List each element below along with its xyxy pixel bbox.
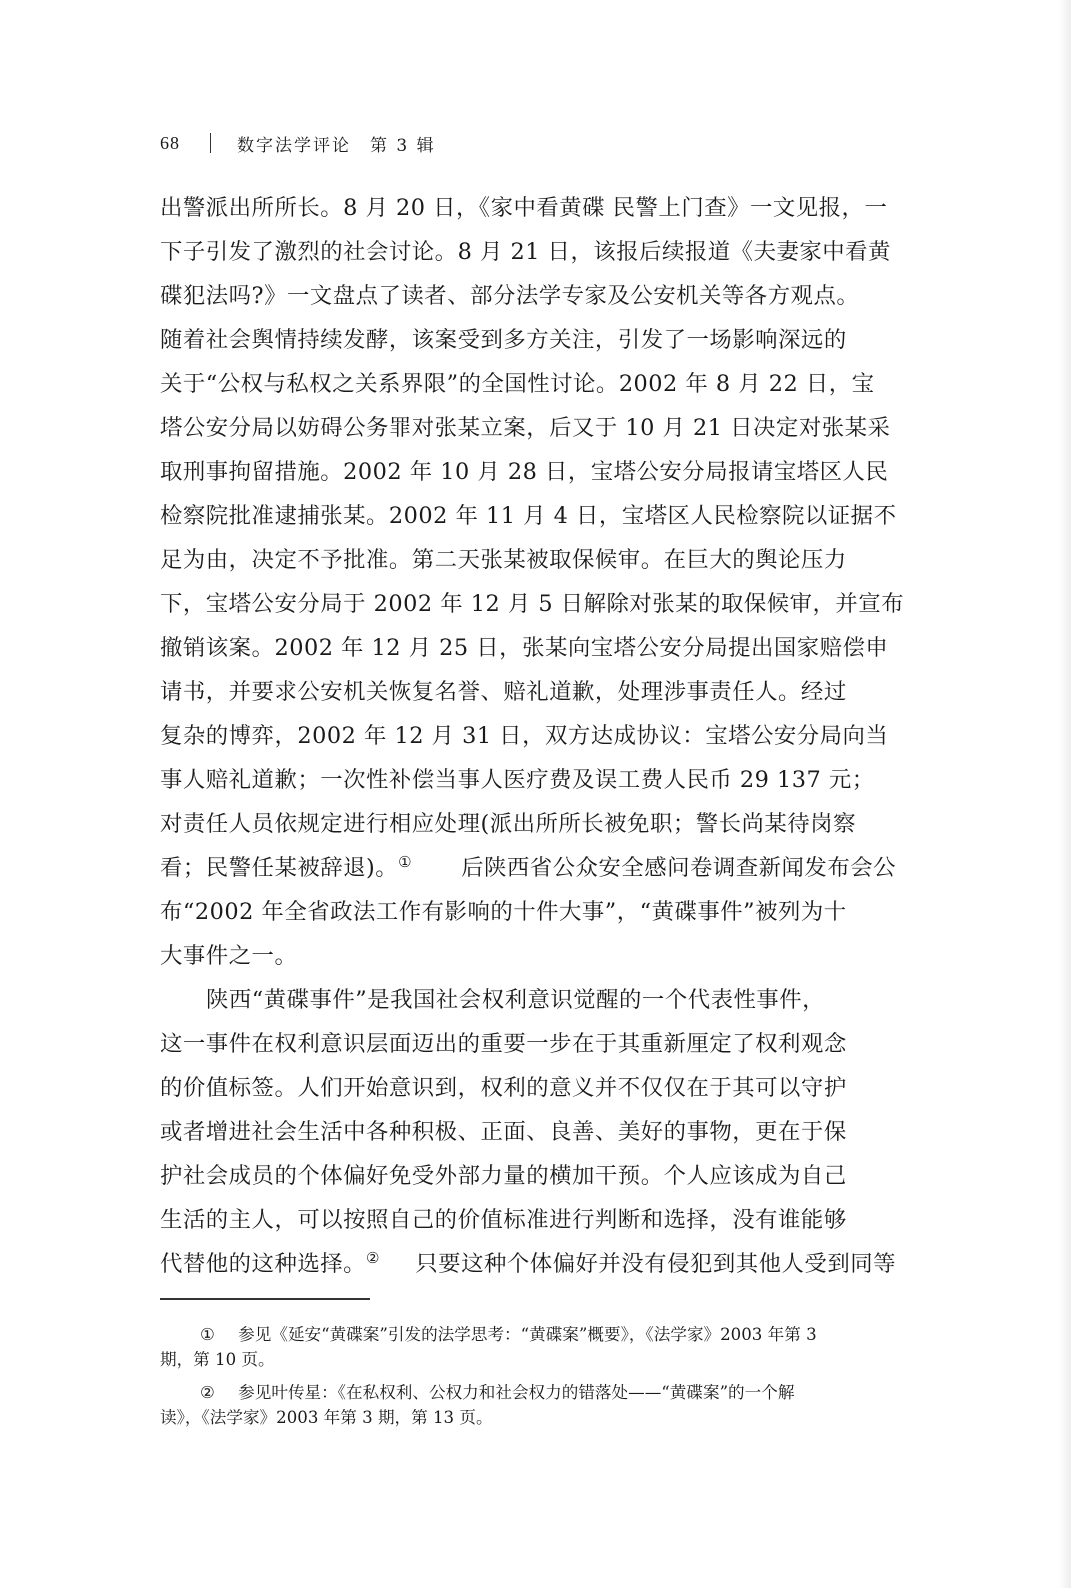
footnote-ref-2[interactable]: ② xyxy=(366,1249,380,1267)
footnote-text: 读》，《法学家》2003 年第 3 期，第 13 页。 xyxy=(160,1408,493,1427)
line-text: 或者增进社会生活中各种积极、正面、良善、美好的事物，更在于保 xyxy=(160,1119,847,1145)
line-text: 生活的主人，可以按照自己的价值标准进行判断和选择，没有谁能够 xyxy=(160,1207,847,1233)
body-line xyxy=(160,318,896,362)
line-text: 取刑事拘留措施。2002 年 10 月 28 日，宝塔公安分局报请宝塔区人民 xyxy=(160,459,889,485)
line-text: 下子引发了激烈的社会讨论。8 月 21 日，该报后续报道《夫妻家中看黄 xyxy=(160,239,891,265)
line-text: 后陕西省公众安全感问卷调查新闻发布会公 xyxy=(461,855,896,881)
line-text: 只要这种个体偏好并没有侵犯到其他人受到同等 xyxy=(415,1251,896,1277)
body-line xyxy=(160,406,896,450)
page-edge-shadow xyxy=(1059,0,1071,1588)
body-line xyxy=(160,450,896,494)
footnote-line xyxy=(160,1322,896,1347)
footnote-line xyxy=(160,1405,896,1430)
body-line xyxy=(160,758,896,802)
footnote-mark: ① xyxy=(200,1325,215,1344)
body-line xyxy=(160,890,896,934)
line-text: 陕西“黄碟事件”是我国社会权利意识觉醒的一个代表性事件， xyxy=(206,987,826,1013)
body-line xyxy=(160,934,896,978)
line-text: 塔公安分局以妨碍公务罪对张某立案，后又于 10 月 21 日决定对张某采 xyxy=(160,415,891,441)
footnote-text: 参见《延安“黄碟案”引发的法学思考：“黄碟案”概要》，《法学家》2003 年第 3 xyxy=(238,1325,817,1344)
footnote-1 xyxy=(160,1322,896,1372)
line-text: 复杂的博弈，2002 年 12 月 31 日，双方达成协议：宝塔公安分局向当 xyxy=(160,723,889,749)
line-text: 这一事件在权利意识层面迈出的重要一步在于其重新厘定了权利观念 xyxy=(160,1031,847,1057)
line-text: 下，宝塔公安分局于 2002 年 12 月 5 日解除对张某的取保候审，并宣布 xyxy=(160,591,905,617)
line-text: 出警派出所所长。8 月 20 日，《家中看黄碟 民警上门查》一文见报，一 xyxy=(160,195,888,221)
footnotes xyxy=(160,1322,896,1438)
body-line xyxy=(160,670,896,714)
line-text: 检察院批准逮捕张某。2002 年 11 月 4 日，宝塔区人民检察院以证据不 xyxy=(160,503,897,529)
line-text: 对责任人员依规定进行相应处理(派出所所长被免职；警长尚某待岗察 xyxy=(160,811,856,837)
body-line xyxy=(160,1154,896,1198)
body-line xyxy=(160,1022,896,1066)
book-title: 数字法学评论 第 3 辑 xyxy=(237,135,436,156)
line-text: 的价值标签。人们开始意识到，权利的意义并不仅仅在于其可以守护 xyxy=(160,1075,847,1101)
body-line xyxy=(160,186,896,230)
footnote-text: 期，第 10 页。 xyxy=(160,1350,275,1369)
line-text: 代替他的这种选择。 xyxy=(160,1251,367,1277)
body-line xyxy=(160,846,896,890)
footnote-ref-1[interactable]: ① xyxy=(398,853,413,871)
line-text: 足为由，决定不予批准。第二天张某被取保候审。在巨大的舆论压力 xyxy=(160,547,847,573)
line-text: 关于“公权与私权之关系界限”的全国性讨论。2002 年 8 月 22 日，宝 xyxy=(160,371,875,397)
footnote-line xyxy=(160,1347,896,1372)
line-text: 护社会成员的个体偏好免受外部力量的横加干预。个人应该成为自己 xyxy=(160,1163,847,1189)
line-text: 事人赔礼道歉；一次性补偿当事人医疗费及误工费人民币 29 137 元； xyxy=(160,767,875,793)
footnote-line xyxy=(160,1380,896,1405)
footnote-2 xyxy=(160,1380,896,1430)
body-line xyxy=(160,362,896,406)
body-text xyxy=(160,186,905,1286)
body-line xyxy=(160,494,896,538)
footnote-mark: ② xyxy=(200,1383,215,1402)
body-line xyxy=(160,714,896,758)
line-text: 布“2002 年全省政法工作有影响的十件大事”，“黄碟事件”被列为十 xyxy=(160,899,847,925)
page-number: 68 xyxy=(160,132,180,153)
body-line xyxy=(160,230,896,274)
body-line xyxy=(160,1242,896,1286)
body-line xyxy=(160,978,896,1022)
line-text: 大事件之一。 xyxy=(160,943,298,969)
running-header xyxy=(160,130,436,156)
line-text: 撤销该案。2002 年 12 月 25 日，张某向宝塔公安分局提出国家赔偿申 xyxy=(160,635,889,661)
body-line xyxy=(160,1066,896,1110)
line-text: 碟犯法吗?》一文盘点了读者、部分法学专家及公安机关等各方观点。 xyxy=(160,283,860,309)
body-line xyxy=(160,802,896,846)
body-line xyxy=(160,274,896,318)
footnote-text: 参见叶传星：《在私权利、公权力和社会权力的错落处——“黄碟案”的一个解 xyxy=(238,1383,795,1402)
body-line xyxy=(160,1110,896,1154)
body-line xyxy=(160,582,905,626)
body-line xyxy=(160,626,896,670)
header-divider xyxy=(210,133,211,153)
body-line xyxy=(160,538,896,582)
line-text: 看；民警任某被辞退)。 xyxy=(160,855,399,881)
footnote-rule xyxy=(160,1298,370,1300)
line-text: 随着社会舆情持续发酵，该案受到多方关注，引发了一场影响深远的 xyxy=(160,327,847,353)
body-line xyxy=(160,1198,896,1242)
line-text: 请书，并要求公安机关恢复名誉、赔礼道歉，处理涉事责任人。经过 xyxy=(160,679,847,705)
